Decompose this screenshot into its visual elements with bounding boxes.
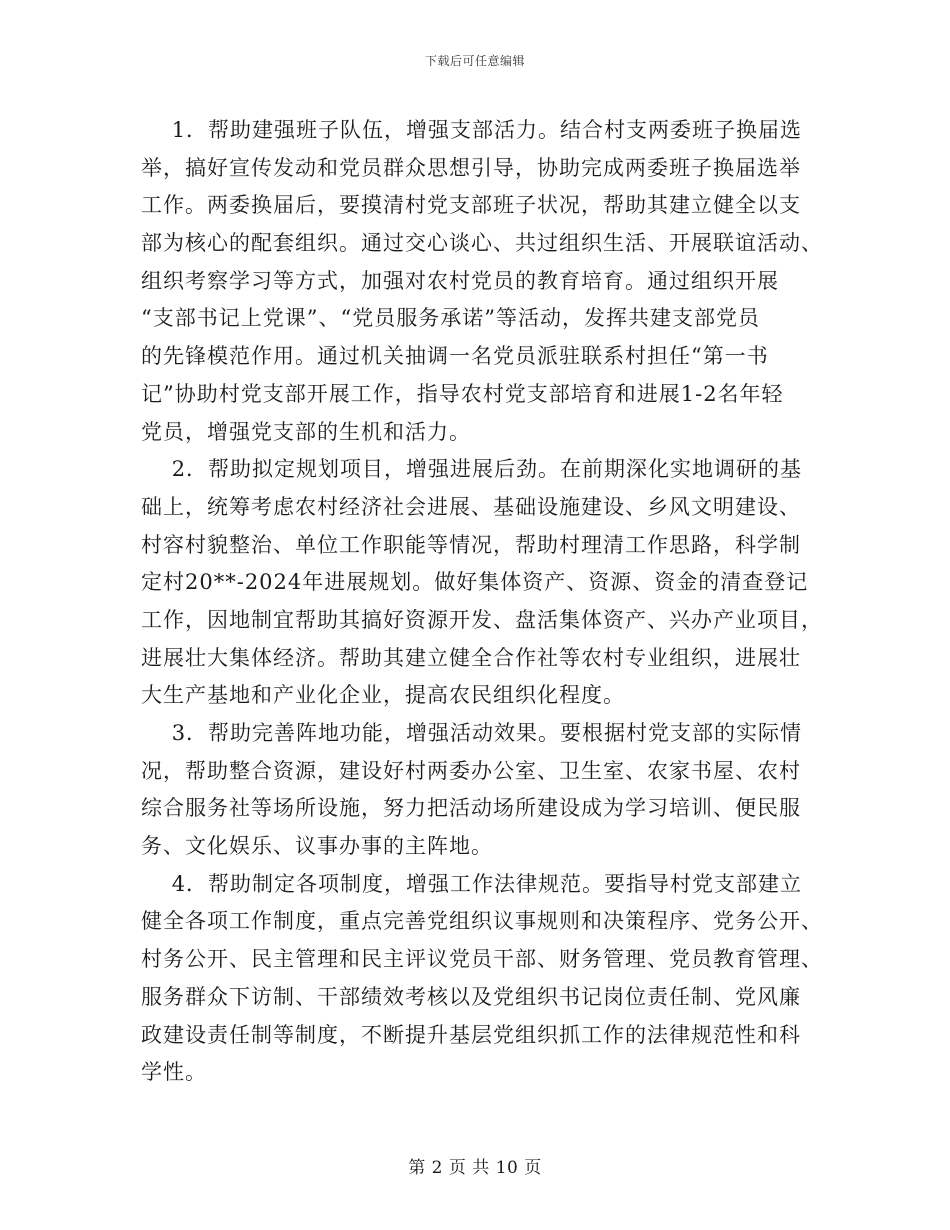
text-line: 2．帮助拟定规划项目，增强进展后劲。在前期深化实地调研的基 xyxy=(141,457,803,482)
text-line: 进展壮大集体经济。帮助其建立健全合作社等农村专业组织，进展壮 xyxy=(141,645,801,670)
text-line: 务、文化娱乐、议事办事的主阵地。 xyxy=(141,834,493,859)
text-line: 3．帮助完善阵地功能，增强活动效果。要根据村党支部的实际情 xyxy=(141,721,803,745)
text-line: 定村20**-2024年进展规划。做好集体资产、资源、资金的清查登记 xyxy=(141,570,809,595)
text-line: “支部书记上党课”、“党员服务承诺”等活动，发挥共建支部党员 xyxy=(141,306,760,331)
text-line: 1．帮助建强班子队伍，增强支部活力。结合村支两委班子换届选 xyxy=(141,118,803,142)
text-line: 服务群众下访制、干部绩效考核以及党组织书记岗位责任制、党风廉 xyxy=(141,984,801,1009)
text-line: 健全各项工作制度，重点完善党组织议事规则和决策程序、党务公开、 xyxy=(141,909,823,934)
document-body xyxy=(141,112,823,1092)
text-line: 村务公开、民主管理和民主评议党员干部、财务管理、党员教育管理、 xyxy=(141,947,823,972)
text-line: 政建设责任制等制度，不断提升基层党组织抓工作的法律规范性和科 xyxy=(141,1022,801,1047)
text-line: 综合服务社等场所设施，努力把活动场所建设成为学习培训、便民服 xyxy=(141,796,801,821)
text-line: 工作。两委换届后，要摸清村党支部班子状况，帮助其建立健全以支 xyxy=(141,193,801,218)
text-line: 的先锋模范作用。通过机关抽调一名党员派驻联系村担任“第一书 xyxy=(141,344,769,369)
text-line: 党员，增强党支部的生机和活力。 xyxy=(141,419,471,444)
text-line: 村容村貌整治、单位工作职能等情况，帮助村理清工作思路，科学制 xyxy=(141,532,801,557)
text-line: 学性。 xyxy=(141,1060,207,1085)
text-line: 部为核心的配套组织。通过交心谈心、共过组织生活、开展联谊活动、 xyxy=(141,231,823,256)
text-line: 4．帮助制定各项制度，增强工作法律规范。要指导村党支部建立 xyxy=(141,871,803,896)
text-line: 工作，因地制宜帮助其搞好资源开发、盘活集体资产、兴办产业项目， xyxy=(141,607,823,632)
text-line: 组织考察学习等方式，加强对农村党员的教育培育。通过组织开展 xyxy=(141,268,779,293)
text-line: 况，帮助整合资源，建设好村两委办公室、卫生室、农家书屋、农村 xyxy=(141,758,801,783)
text-line: 础上，统筹考虑农村经济社会进展、基础设施建设、乡风文明建设、 xyxy=(141,494,801,519)
text-line: 记”协助村党支部开展工作，指导农村党支部培育和进展1-2名年轻 xyxy=(141,381,784,406)
text-line: 大生产基地和产业化企业，提高农民组织化程度。 xyxy=(141,683,625,708)
text-line: 举，搞好宣传发动和党员群众思想引导，协助完成两委班子换届选举 xyxy=(141,155,801,180)
page-header: 下载后可任意编辑 xyxy=(424,54,525,68)
page-footer: 第 2 页 共 10 页 xyxy=(408,1158,542,1178)
